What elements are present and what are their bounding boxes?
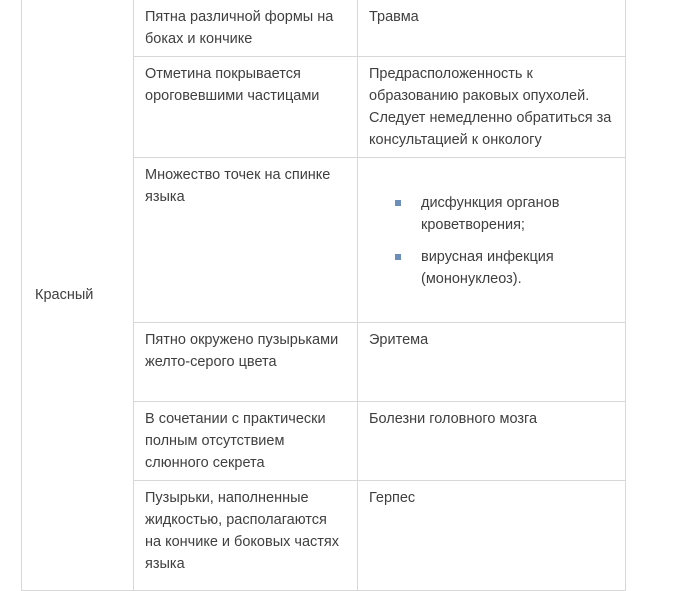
sign-text: Отметина покрывается ороговевшими частицами — [145, 66, 320, 104]
table-row — [22, 0, 626, 57]
meaning-cell — [358, 402, 626, 481]
meaning-text: Эритема — [369, 332, 429, 348]
sign-text: Пятна различной формы на боках и кончике — [145, 9, 334, 47]
sign-text: В сочетании с практически полным отсутствием слюнного секрета — [145, 411, 326, 471]
sign-cell — [134, 402, 358, 481]
sign-cell — [134, 0, 358, 57]
meaning-text: Травма — [369, 9, 419, 25]
sign-cell — [134, 323, 358, 402]
list-item-text: дисфункция органов кроветворения; — [421, 195, 560, 233]
meaning-cell — [358, 57, 626, 158]
tongue-diagnosis-table — [21, 0, 626, 591]
list-item — [395, 192, 614, 236]
meaning-cell — [358, 323, 626, 402]
meaning-text: Предрасположенность к образованию раковых опухолей. Следует немедленно обратиться за консультацией к онкологу — [369, 66, 612, 148]
meaning-cell — [358, 0, 626, 57]
tongue-color-label: Красный — [35, 287, 94, 303]
sign-cell — [134, 481, 358, 591]
sign-text: Пузырьки, наполненные жидкостью, располагаются на кончике и боковых частях языка — [145, 490, 340, 572]
square-bullet-icon — [395, 254, 401, 260]
list-item-text: вирусная инфекция (мононуклеоз). — [421, 249, 554, 287]
list-item — [395, 246, 614, 290]
meaning-cell — [358, 481, 626, 591]
meaning-text: Болезни головного мозга — [369, 411, 538, 427]
square-bullet-icon — [395, 200, 401, 206]
sign-text: Множество точек на спинке языка — [145, 167, 331, 205]
meaning-cell — [358, 158, 626, 323]
tongue-color-cell — [22, 0, 134, 591]
meaning-list — [369, 192, 614, 290]
sign-cell — [134, 158, 358, 323]
sign-text: Пятно окружено пузырьками желто-серого цвета — [145, 332, 339, 370]
sign-cell — [134, 57, 358, 158]
meaning-text: Герпес — [369, 490, 416, 506]
